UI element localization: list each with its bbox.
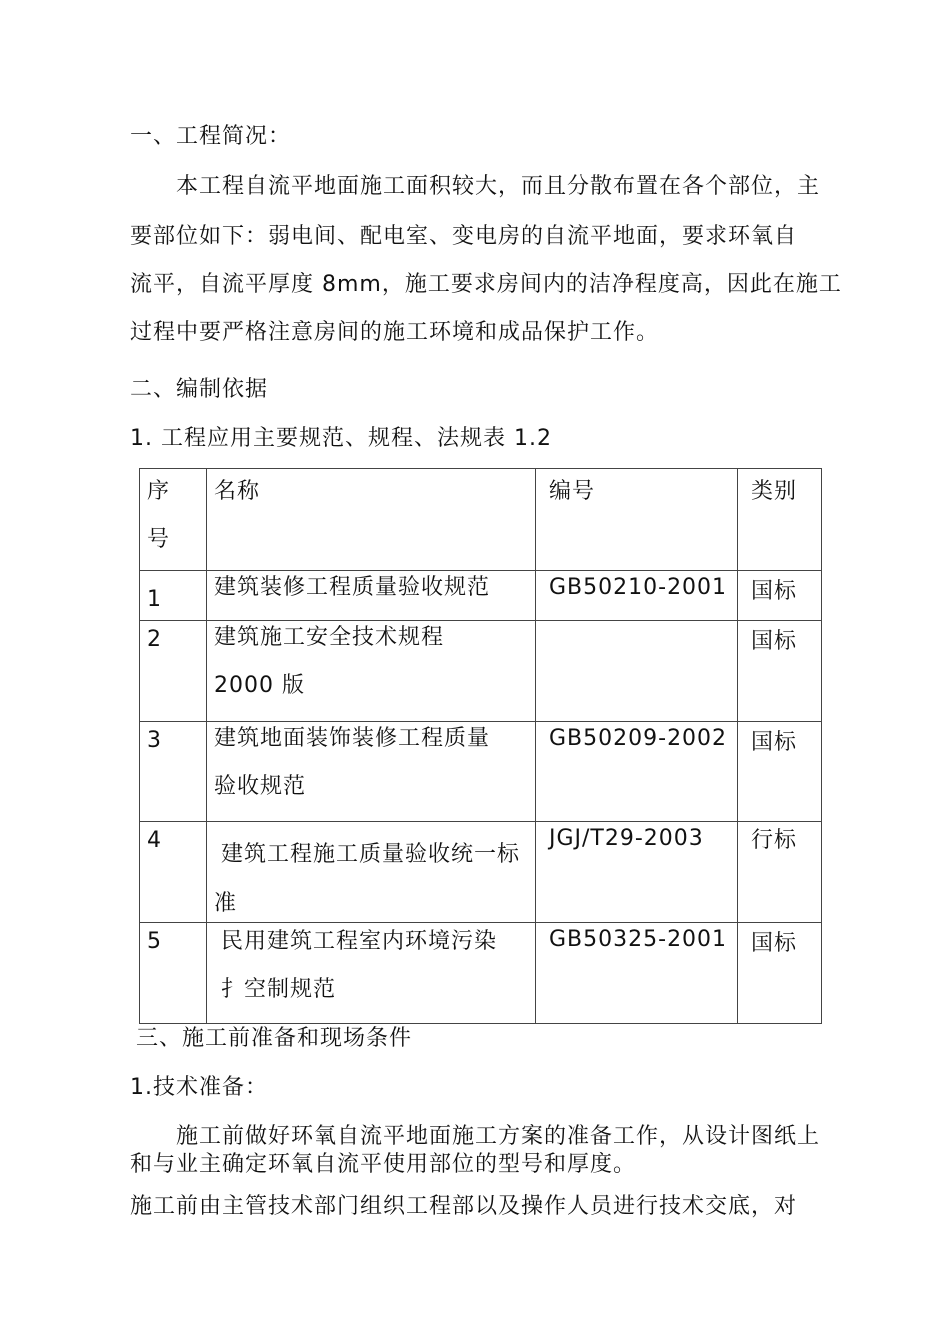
table-row (140, 923, 822, 1024)
table-row (140, 822, 822, 923)
section3-heading: 三、施工前准备和现场条件 (136, 1026, 413, 1051)
row-name: 建筑工程施工质量验收统一标 (221, 842, 521, 867)
section3-sub-heading: 1.技术准备： (130, 1075, 268, 1100)
section3-para-line-1: 施工前做好环氧自流平地面施工方案的准备工作，从设计图纸上 (176, 1124, 821, 1149)
table-header-row (140, 469, 822, 571)
header-no-line2: 号 (147, 527, 171, 552)
row-name: 建筑施工安全技术规程 (214, 625, 445, 650)
row-name-cont: 准 (214, 891, 238, 916)
header-code: 编号 (549, 479, 596, 504)
row-name-cont: 扌空制规范 (221, 977, 337, 1002)
row-code: GB50325-2001 (549, 927, 728, 952)
row-name-cont: 2000 版 (214, 673, 305, 698)
row-type: 国标 (751, 931, 798, 956)
section1-heading: 一、工程简况： (130, 124, 292, 149)
row-type: 国标 (751, 629, 798, 654)
row-name-cont: 验收规范 (214, 774, 307, 799)
section2-heading: 二、编制依据 (130, 377, 269, 402)
section1-para-line-1: 本工程自流平地面施工面积较大，而且分散布置在各个部位，主 (176, 174, 821, 199)
row-code: GB50209-2002 (549, 726, 728, 751)
row-name: 建筑地面装饰装修工程质量 (214, 726, 491, 751)
row-no: 5 (147, 929, 162, 954)
row-no: 3 (147, 728, 162, 753)
section3-para-line-2: 和与业主确定环氧自流平使用部位的型号和厚度。 (130, 1152, 637, 1177)
section3-para-line-3: 施工前由主管技术部门组织工程部以及操作人员进行技术交底，对 (130, 1194, 798, 1219)
section1-para-line-2: 要部位如下：弱电间、配电室、变电房的自流平地面，要求环氧自 (130, 224, 798, 249)
row-no: 1 (147, 587, 162, 612)
row-type: 行标 (751, 828, 798, 853)
table-caption: 1. 工程应用主要规范、规程、法规表 1.2 (130, 426, 552, 451)
row-code: JGJ/T29-2003 (549, 826, 704, 851)
section1-para-line-3: 流平，自流平厚度 8mm，施工要求房间内的洁净程度高，因此在施工 (130, 272, 842, 297)
row-type: 国标 (751, 730, 798, 755)
section1-para-line-4: 过程中要严格注意房间的施工环境和成品保护工作。 (130, 320, 660, 345)
header-name: 名称 (214, 479, 261, 504)
table-row (140, 621, 822, 722)
row-name: 建筑装修工程质量验收规范 (214, 575, 491, 600)
row-code: GB50210-2001 (549, 575, 728, 600)
row-type: 国标 (751, 579, 798, 604)
row-name: 民用建筑工程室内环境污染 (221, 929, 498, 954)
table-row (140, 571, 822, 621)
table-row (140, 722, 822, 822)
standards-table (139, 468, 822, 1024)
row-no: 2 (147, 627, 162, 652)
row-no: 4 (147, 828, 162, 853)
header-type: 类别 (751, 479, 798, 504)
header-no-line1: 序 (147, 479, 171, 504)
